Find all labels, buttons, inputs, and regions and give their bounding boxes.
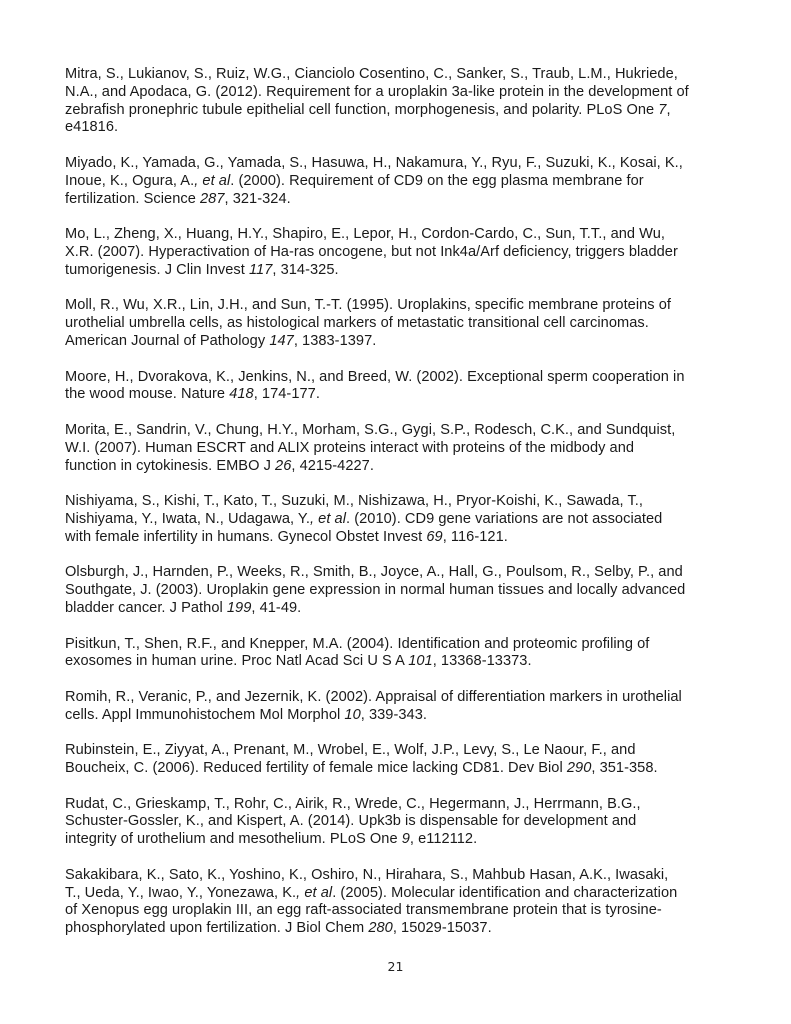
- reference-line: [65, 920, 755, 938]
- reference-line: [65, 422, 755, 440]
- reference-text: , 351-358.: [591, 760, 658, 777]
- reference-line: [65, 102, 755, 120]
- reference-italic-text: 69: [426, 528, 443, 545]
- reference-text: , 1383-1397.: [293, 332, 377, 349]
- reference-text: Miyado, K., Yamada, G., Yamada, S., Hasuwa, H., Nakamura, Y., Ryu, F., Suzuki, K., Kosai, K.,: [65, 154, 683, 171]
- reference-text: , 321-324.: [224, 190, 291, 207]
- reference-entry: [65, 493, 755, 546]
- reference-line: [65, 226, 755, 244]
- reference-line: [65, 440, 755, 458]
- reference-italic-text: 101: [408, 653, 433, 670]
- reference-italic-text: 418: [229, 386, 254, 403]
- reference-text: American Journal of Pathology: [65, 332, 270, 349]
- reference-line: [65, 582, 755, 600]
- reference-text: Nishiyama, S., Kishi, T., Kato, T., Suzuki, M., Nishizawa, H., Pryor-Koishi, K., Sawada, T.,: [65, 493, 644, 510]
- reference-text: Southgate, J. (2003). Uroplakin gene expression in normal human tissues and locally advanced: [65, 582, 686, 599]
- reference-line: [65, 173, 755, 191]
- reference-text: the wood mouse. Nature: [65, 386, 230, 403]
- reference-line: [65, 297, 755, 315]
- reference-text: cells. Appl Immunohistochem Mol Morphol: [65, 706, 345, 723]
- reference-text: Rubinstein, E., Ziyyat, A., Prenant, M., Wrobel, E., Wolf, J.P., Levy, S., Le Naour, F., and: [65, 742, 636, 759]
- reference-entry: [65, 742, 755, 778]
- reference-entry: [65, 66, 755, 137]
- reference-text: W.I. (2007). Human ESCRT and ALIX proteins interact with proteins of the midbody and: [65, 439, 635, 456]
- reference-text: zebrafish pronephric tubule epithelial cell function, morphogenesis, and polarity. PLoS One: [65, 101, 659, 118]
- reference-text: . (2000). Requirement of CD9 on the egg plasma membrane for: [230, 172, 644, 189]
- reference-line: [65, 831, 755, 849]
- reference-italic-text: 290: [566, 760, 592, 777]
- reference-italic-text: 117: [248, 261, 273, 278]
- reference-text: ,: [666, 101, 671, 118]
- reference-line: [65, 867, 755, 885]
- reference-text: X.R. (2007). Hyperactivation of Ha-ras oncogene, but not Ink4a/Arf deficiency, triggers bladder: [65, 243, 678, 260]
- reference-text: , 116-121.: [442, 528, 508, 545]
- reference-text: Nishiyama, Y., Iwata, N., Udagawa, Y.: [65, 510, 310, 527]
- reference-text: Rudat, C., Grieskamp, T., Rohr, C., Airik, R., Wrede, C., Hegermann, J., Herrmann, B.G.,: [65, 795, 641, 812]
- reference-italic-text: 287: [200, 190, 225, 207]
- reference-line: [65, 796, 755, 814]
- reference-entry: [65, 564, 755, 617]
- reference-text: Moll, R., Wu, X.R., Lin, J.H., and Sun, T.-T. (1995). Uroplakins, specific membrane proteins of: [65, 297, 672, 314]
- reference-text: , 13368-13373.: [432, 653, 532, 670]
- reference-text: fertilization. Science: [65, 190, 200, 207]
- reference-text: , 4215-4227.: [291, 457, 374, 474]
- reference-line: [65, 333, 755, 351]
- reference-line: [65, 813, 755, 831]
- reference-line: [65, 493, 755, 511]
- reference-italic-text: , et al: [296, 884, 333, 901]
- reference-entry: [65, 155, 755, 208]
- reference-line: [65, 191, 755, 209]
- reference-italic-text: 9: [401, 831, 410, 848]
- reference-line: [65, 262, 755, 280]
- reference-text: e41816.: [65, 119, 119, 136]
- reference-text: , 41-49.: [251, 599, 302, 616]
- reference-list: [65, 66, 755, 956]
- reference-line: [65, 369, 755, 387]
- reference-text: exosomes in human urine. Proc Natl Acad Sci U S A: [65, 653, 409, 670]
- reference-entry: [65, 796, 755, 849]
- reference-italic-text: , et al: [309, 510, 346, 527]
- reference-line: [65, 636, 755, 654]
- reference-line: [65, 760, 755, 778]
- reference-text: Boucheix, C. (2006). Reduced fertility of female mice lacking CD81. Dev Biol: [65, 760, 567, 777]
- reference-entry: [65, 226, 755, 279]
- reference-italic-text: 7: [658, 101, 667, 118]
- reference-line: [65, 742, 755, 760]
- reference-line: [65, 689, 755, 707]
- reference-text: Sakakibara, K., Sato, K., Yoshino, K., Oshiro, N., Hirahara, S., Mahbub Hasan, A.K., Iwasaki,: [65, 866, 669, 883]
- reference-text: Pisitkun, T., Shen, R.F., and Knepper, M.A. (2004). Identification and proteomic profiling of: [65, 635, 650, 652]
- reference-text: , 174-177.: [253, 386, 320, 403]
- page-number: 21: [387, 959, 404, 974]
- reference-entry: [65, 297, 755, 350]
- reference-text: , 314-325.: [272, 261, 339, 278]
- reference-text: N.A., and Apodaca, G. (2012). Requirement for a uroplakin 3a-like protein in the development of: [65, 83, 689, 100]
- reference-text: tumorigenesis. J Clin Invest: [65, 261, 249, 278]
- reference-line: [65, 707, 755, 725]
- reference-text: Mitra, S., Lukianov, S., Ruiz, W.G., Cianciolo Cosentino, C., Sanker, S., Traub, L.M., Hukriede,: [65, 66, 678, 82]
- reference-line: [65, 66, 755, 84]
- reference-italic-text: , et al: [194, 172, 231, 189]
- reference-line: [65, 386, 755, 404]
- reference-entry: [65, 867, 755, 938]
- reference-line: [65, 564, 755, 582]
- reference-text: , 339-343.: [360, 706, 427, 723]
- reference-text: integrity of urothelium and mesothelium. PLoS One: [65, 831, 402, 848]
- reference-line: [65, 155, 755, 173]
- reference-italic-text: 280: [368, 920, 393, 937]
- reference-italic-text: 26: [275, 457, 292, 474]
- reference-italic-text: 199: [226, 599, 252, 616]
- reference-text: of Xenopus egg uroplakin III, an egg raft-associated transmembrane protein that is tyrosine-: [65, 902, 662, 919]
- reference-italic-text: 10: [344, 706, 361, 723]
- reference-line: [65, 902, 755, 920]
- reference-text: phosphorylated upon fertilization. J Biol Chem: [65, 920, 369, 937]
- reference-text: urothelial umbrella cells, as histological markers of metastatic transitional cell carcinomas.: [65, 315, 649, 332]
- reference-line: [65, 119, 755, 137]
- reference-text: Schuster-Gossler, K., and Kispert, A. (2014). Upk3b is dispensable for development and: [65, 813, 637, 830]
- reference-line: [65, 885, 755, 903]
- reference-text: bladder cancer. J Pathol: [65, 599, 227, 616]
- reference-line: [65, 458, 755, 476]
- reference-entry: [65, 422, 755, 475]
- reference-text: Moore, H., Dvorakova, K., Jenkins, N., and Breed, W. (2002). Exceptional sperm cooperation in: [65, 368, 685, 385]
- reference-text: Romih, R., Veranic, P., and Jezernik, K. (2002). Appraisal of differentiation markers in urothelial: [65, 688, 682, 705]
- reference-text: , e112112.: [409, 831, 478, 848]
- reference-line: [65, 653, 755, 671]
- reference-entry: [65, 369, 755, 405]
- reference-text: Morita, E., Sandrin, V., Chung, H.Y., Morham, S.G., Gygi, S.P., Rodesch, C.K., and Sundquist,: [65, 421, 676, 438]
- reference-text: Mo, L., Zheng, X., Huang, H.Y., Shapiro, E., Lepor, H., Cordon-Cardo, C., Sun, T.T., and Wu,: [65, 226, 666, 243]
- reference-entry: [65, 636, 755, 672]
- reference-line: [65, 511, 755, 529]
- reference-text: Olsburgh, J., Harnden, P., Weeks, R., Smith, B., Joyce, A., Hall, G., Poulsom, R., Selby, P., and: [65, 564, 683, 581]
- reference-text: T., Ueda, Y., Iwao, Y., Yonezawa, K.: [65, 884, 297, 901]
- reference-text: function in cytokinesis. EMBO J: [65, 457, 276, 474]
- reference-line: [65, 84, 755, 102]
- reference-text: , 15029-15037.: [392, 920, 492, 937]
- reference-italic-text: 147: [269, 332, 294, 349]
- reference-line: [65, 600, 755, 618]
- reference-line: [65, 529, 755, 547]
- reference-line: [65, 315, 755, 333]
- reference-line: [65, 244, 755, 262]
- reference-text: with female infertility in humans. Gynecol Obstet Invest: [65, 528, 427, 545]
- reference-text: Inoue, K., Ogura, A.: [65, 172, 195, 189]
- reference-entry: [65, 689, 755, 725]
- reference-text: . (2005). Molecular identification and characterization: [332, 884, 678, 901]
- reference-text: . (2010). CD9 gene variations are not associated: [346, 510, 663, 527]
